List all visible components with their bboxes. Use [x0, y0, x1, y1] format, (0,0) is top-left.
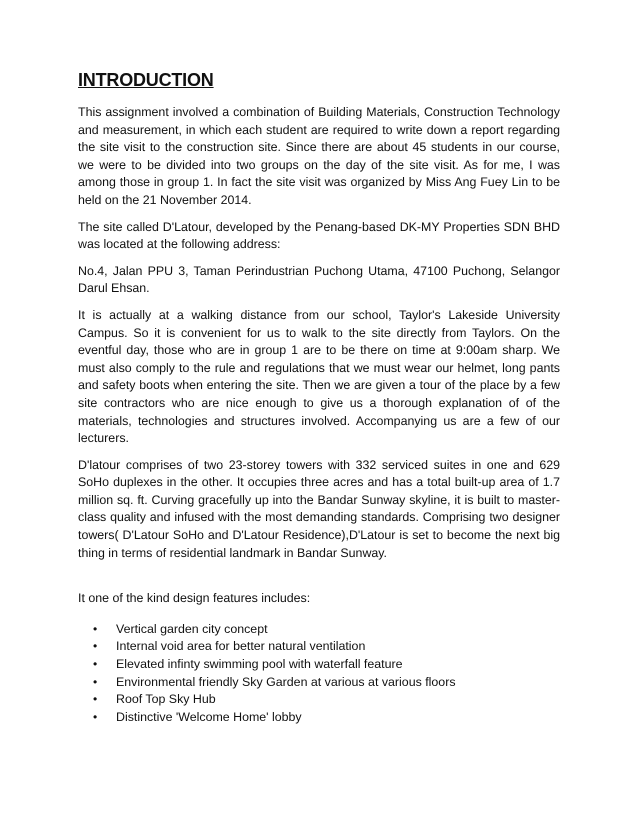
bullet-icon: • — [93, 639, 98, 654]
paragraph-assignment-overview: This assignment involved a combination of Building Materials, Construction Technology and measurement, in which each student are required to write down a report regarding the site visit to the construction site. Since there are about 45 students in our course, we were to be divided into two groups on the day of the site visit. As for me, I was among those in group 1. In fact the site visit was organized by Miss Ang Fuey Lin to be held on the 21 November 2014. — [78, 105, 560, 207]
page-title: INTRODUCTION — [78, 70, 214, 90]
features-intro: It one of the kind design features includes: — [78, 591, 311, 606]
document-page — [78, 70, 560, 726]
list-item — [78, 638, 560, 656]
paragraph-site-developer: The site called D'Latour, developed by the Penang-based DK-MY Properties SDN BHD was located at the following address: — [78, 219, 560, 252]
bullet-icon: • — [93, 621, 98, 636]
bullet-icon: • — [93, 657, 98, 672]
feature-text: Distinctive 'Welcome Home' lobby — [116, 709, 302, 724]
list-item — [78, 691, 560, 709]
list-item — [78, 709, 560, 727]
paragraph-building-description: D'latour comprises of two 23-storey towers with 332 serviced suites in one and 629 SoHo duplexes in the other. It occupies three acres and has a total built-up area of 1.7 million sq. ft. Curving gracefully up into the Bandar Sunway skyline, it is built to master-class quality and infused with the most demanding standards. Comprising two designer towers( D'Latour SoHo and D'Latour Residence),D'Latour is set to become the next big thing in terms of residential landmark in Bandar Sunway. — [78, 457, 560, 560]
features-list — [78, 621, 560, 727]
paragraph-visit-details: It is actually at a walking distance from our school, Taylor's Lakeside University Campus. So it is convenient for us to walk to the site directly from Taylors. On the eventful day, those who are in group 1 are to be there on time at 9:00am sharp. We must also comply to the rule and regulations that we must wear our helmet, long pants and safety boots when entering the site. Then we are given a tour of the place by a few site contractors who are nice enough to give us a thorough explanation of of the materials, technologies and structures involved. Accompanying us are a few of our lecturers. — [78, 307, 560, 446]
bullet-icon: • — [93, 709, 98, 724]
paragraph-site-address: No.4, Jalan PPU 3, Taman Perindustrian Puchong Utama, 47100 Puchong, Selangor Darul Ehsan. — [78, 263, 560, 296]
bullet-icon: • — [93, 674, 98, 689]
feature-text: Internal void area for better natural ventilation — [116, 639, 366, 654]
feature-text: Environmental friendly Sky Garden at various at various floors — [116, 674, 456, 689]
list-item — [78, 656, 560, 674]
feature-text: Vertical garden city concept — [116, 621, 268, 636]
bullet-icon: • — [93, 692, 98, 707]
list-item — [78, 621, 560, 639]
list-item — [78, 674, 560, 692]
feature-text: Roof Top Sky Hub — [116, 692, 216, 707]
feature-text: Elevated infinty swimming pool with waterfall feature — [116, 657, 403, 672]
